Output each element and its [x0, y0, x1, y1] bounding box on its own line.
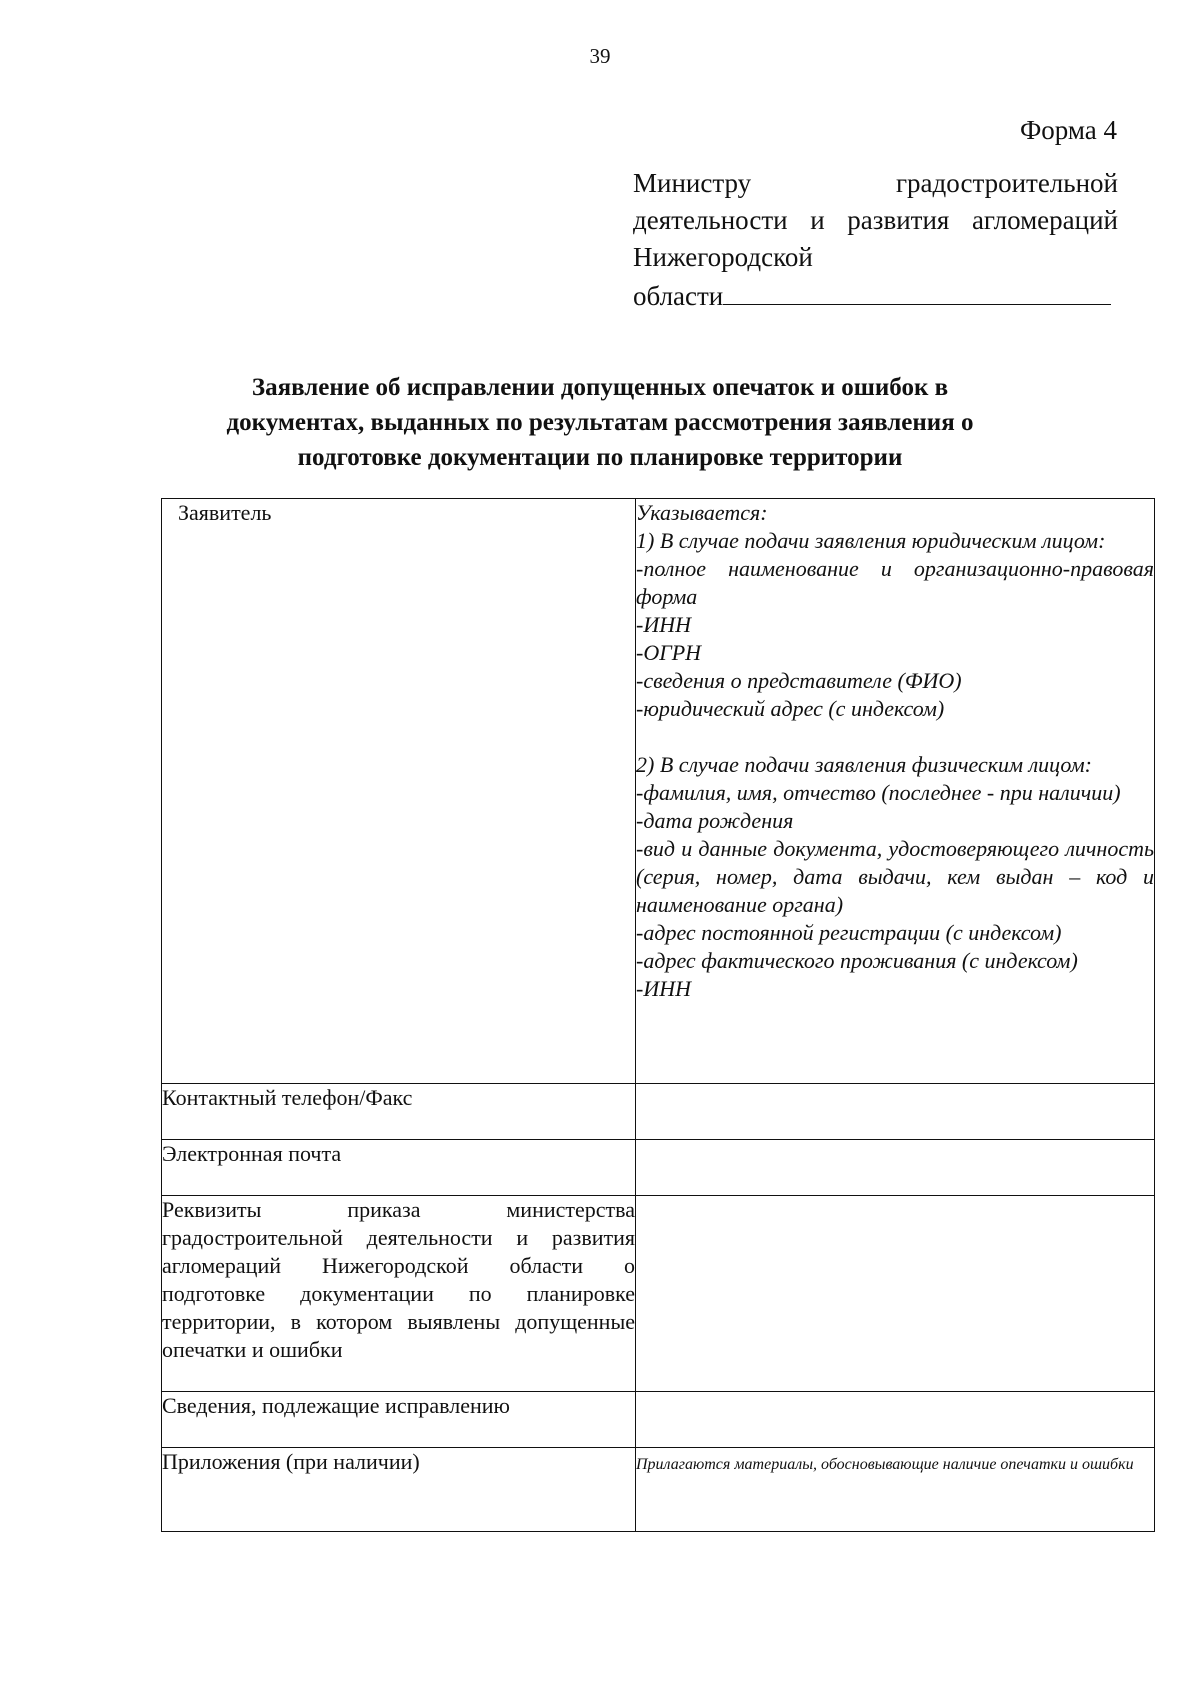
- attachments-hint[interactable]: Прилагаются материалы, обосновывающие наличие опечатки и ошибки: [636, 1448, 1155, 1532]
- legal-item: -полное наименование и организационно-правовая форма: [636, 556, 1154, 609]
- title-line-3: подготовке документации по планировке территории: [297, 444, 903, 471]
- correction-row: [162, 1392, 1155, 1448]
- legal-entity-header: 1) В случае подачи заявления юридическим лицом:: [636, 528, 1106, 553]
- addressee-block: [633, 165, 1118, 315]
- applicant-row: [162, 499, 1155, 1084]
- individual-item: -ИНН: [636, 976, 691, 1001]
- title-line-2: документах, выданных по результатам рассмотрения заявления о: [226, 409, 974, 436]
- individual-item: -адрес фактического проживания (с индексом): [636, 948, 1078, 973]
- applicant-hint[interactable]: [636, 499, 1155, 1084]
- individual-header: 2) В случае подачи заявления физическим лицом:: [636, 752, 1092, 777]
- addressee-line-4: [633, 276, 1118, 315]
- applicant-label: Заявитель: [162, 499, 636, 1084]
- addressee-line-1: Министру градостроительной: [633, 168, 1118, 198]
- section-gap: [636, 723, 1154, 751]
- addressee-region-label: области: [633, 281, 724, 311]
- order-details-label: Реквизиты приказа министерства градостроительной деятельности и развития агломераций Нижегородской области о подготовке документации по планировке территории, в котором выявлены допущенные опечатки и ошибки: [162, 1196, 636, 1392]
- legal-item: -ОГРН: [636, 640, 702, 665]
- addressee-line-2: деятельности и развития агломераций: [633, 205, 1118, 235]
- order-details-row: [162, 1196, 1155, 1392]
- document-title: [160, 370, 1040, 475]
- addressee-name-blank[interactable]: [723, 276, 1111, 305]
- correction-label: Сведения, подлежащие исправлению: [162, 1392, 636, 1448]
- email-row: [162, 1140, 1155, 1196]
- addressee-line-3: Нижегородской: [633, 242, 813, 272]
- phone-row: [162, 1084, 1155, 1140]
- individual-item: -адрес постоянной регистрации (с индексом): [636, 920, 1062, 945]
- phone-field[interactable]: [636, 1084, 1155, 1140]
- email-label: Электронная почта: [162, 1140, 636, 1196]
- email-field[interactable]: [636, 1140, 1155, 1196]
- title-line-1: Заявление об исправлении допущенных опечаток и ошибок в: [251, 374, 949, 401]
- applicant-hint-header: Указывается:: [636, 500, 768, 525]
- individual-item: -фамилия, имя, отчество (последнее - при наличии): [636, 780, 1121, 805]
- legal-item: -юридический адрес (с индексом): [636, 696, 945, 721]
- page-number: 39: [589, 44, 611, 68]
- correction-field[interactable]: [636, 1392, 1155, 1448]
- application-form-table: [161, 498, 1155, 1532]
- individual-item: -дата рождения: [636, 808, 794, 833]
- individual-item: -вид и данные документа, удостоверяющего личность (серия, номер, дата выдачи, кем выдан – код и наименование органа): [636, 836, 1154, 917]
- phone-label: Контактный телефон/Факс: [162, 1084, 636, 1140]
- order-details-field[interactable]: [636, 1196, 1155, 1392]
- attachments-row: [162, 1448, 1155, 1532]
- form-label: Форма 4: [1019, 115, 1117, 145]
- attachments-label: Приложения (при наличии): [162, 1448, 636, 1532]
- legal-item: -сведения о представителе (ФИО): [636, 668, 962, 693]
- legal-item: -ИНН: [636, 612, 691, 637]
